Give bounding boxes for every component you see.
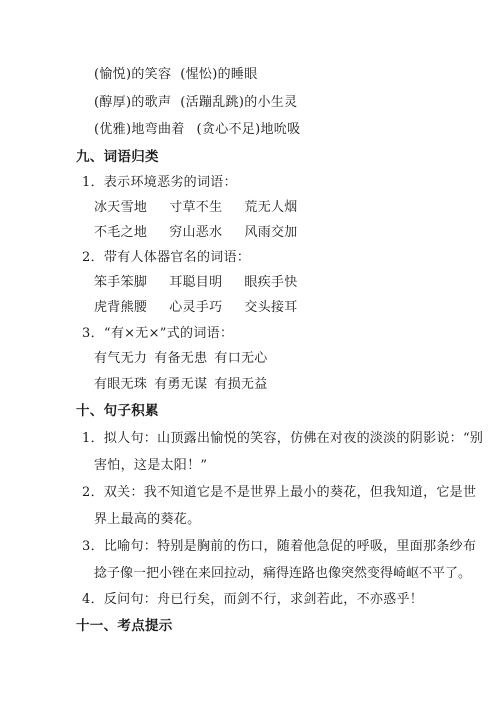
word: 有损无益: [214, 377, 268, 392]
word-row: [94, 274, 298, 292]
word: 寸草不生: [169, 200, 223, 215]
phrase: (优雅)地弯曲着: [94, 122, 185, 137]
word: 虎背熊腰: [94, 300, 148, 315]
group-label-3: 3．“有×无×”式的词语：: [82, 326, 234, 341]
phrase-row-1: [94, 66, 258, 84]
word: 笨手笨脚: [94, 275, 148, 290]
word: 有勇无谋: [154, 377, 208, 392]
phrase: (活蹦乱跳)的小生灵: [180, 95, 298, 110]
word: 穷山恶水: [169, 225, 223, 240]
sentence-item-2-cont: 界上最高的葵花。: [94, 512, 201, 527]
sentence-item-2: 2．双关：我不知道它是不是世界上最小的葵花，但我知道，它是世: [82, 485, 477, 500]
word-row: [94, 224, 298, 242]
phrase: (愉悦)的笑容: [94, 67, 172, 82]
word-row: [94, 376, 268, 394]
section-heading-10: 十、句子积累: [76, 403, 159, 419]
phrase: (贪心不足)地吮吸: [196, 122, 301, 137]
sentence-item-3-cont: 捻子像一把小锉在来回拉动，痛得连路也像突然变得崎岖不平了。: [94, 566, 472, 581]
group-label-1: 1．表示环境恶劣的词语：: [82, 175, 237, 190]
section-heading-11: 十一、考点提示: [76, 618, 173, 634]
section-heading-9: 九、词语归类: [76, 149, 159, 165]
sentence-item-1-cont: 害怕，这是太阳！”: [94, 458, 208, 473]
word: 眼疾手快: [244, 275, 298, 290]
word: 风雨交加: [244, 225, 298, 240]
sentence-item-3: 3．比喻句：特别是胸前的伤口，随着他急促的呼吸，里面那条纱布: [82, 539, 477, 554]
group-label-2: 2．带有人体器官名的词语：: [82, 250, 251, 265]
word: 不毛之地: [94, 225, 148, 240]
sentence-item-4: 4．反问句：舟已行矣，而剑不行，求剑若此，不亦惑乎！: [82, 592, 424, 607]
word: 心灵手巧: [169, 300, 223, 315]
word: 有备无患: [154, 351, 208, 366]
sentence-item-1: 1．拟人句：山顶露出愉悦的笑容，仿佛在对夜的淡淡的阴影说：“别: [82, 431, 484, 446]
word: 冰天雪地: [94, 200, 148, 215]
word: 交头接耳: [244, 300, 298, 315]
phrase: (惺忪)的睡眼: [180, 67, 258, 82]
word-row: [94, 350, 268, 368]
word-row: [94, 299, 298, 317]
word: 有口无心: [214, 351, 268, 366]
phrase-row-3: [94, 121, 300, 139]
phrase: (醇厚)的歌声: [94, 95, 172, 110]
word: 耳聪目明: [169, 275, 223, 290]
phrase-row-2: [94, 94, 297, 112]
word: 有眼无珠: [94, 377, 148, 392]
word: 有气无力: [94, 351, 148, 366]
word: 荒无人烟: [244, 200, 298, 215]
word-row: [94, 199, 298, 217]
